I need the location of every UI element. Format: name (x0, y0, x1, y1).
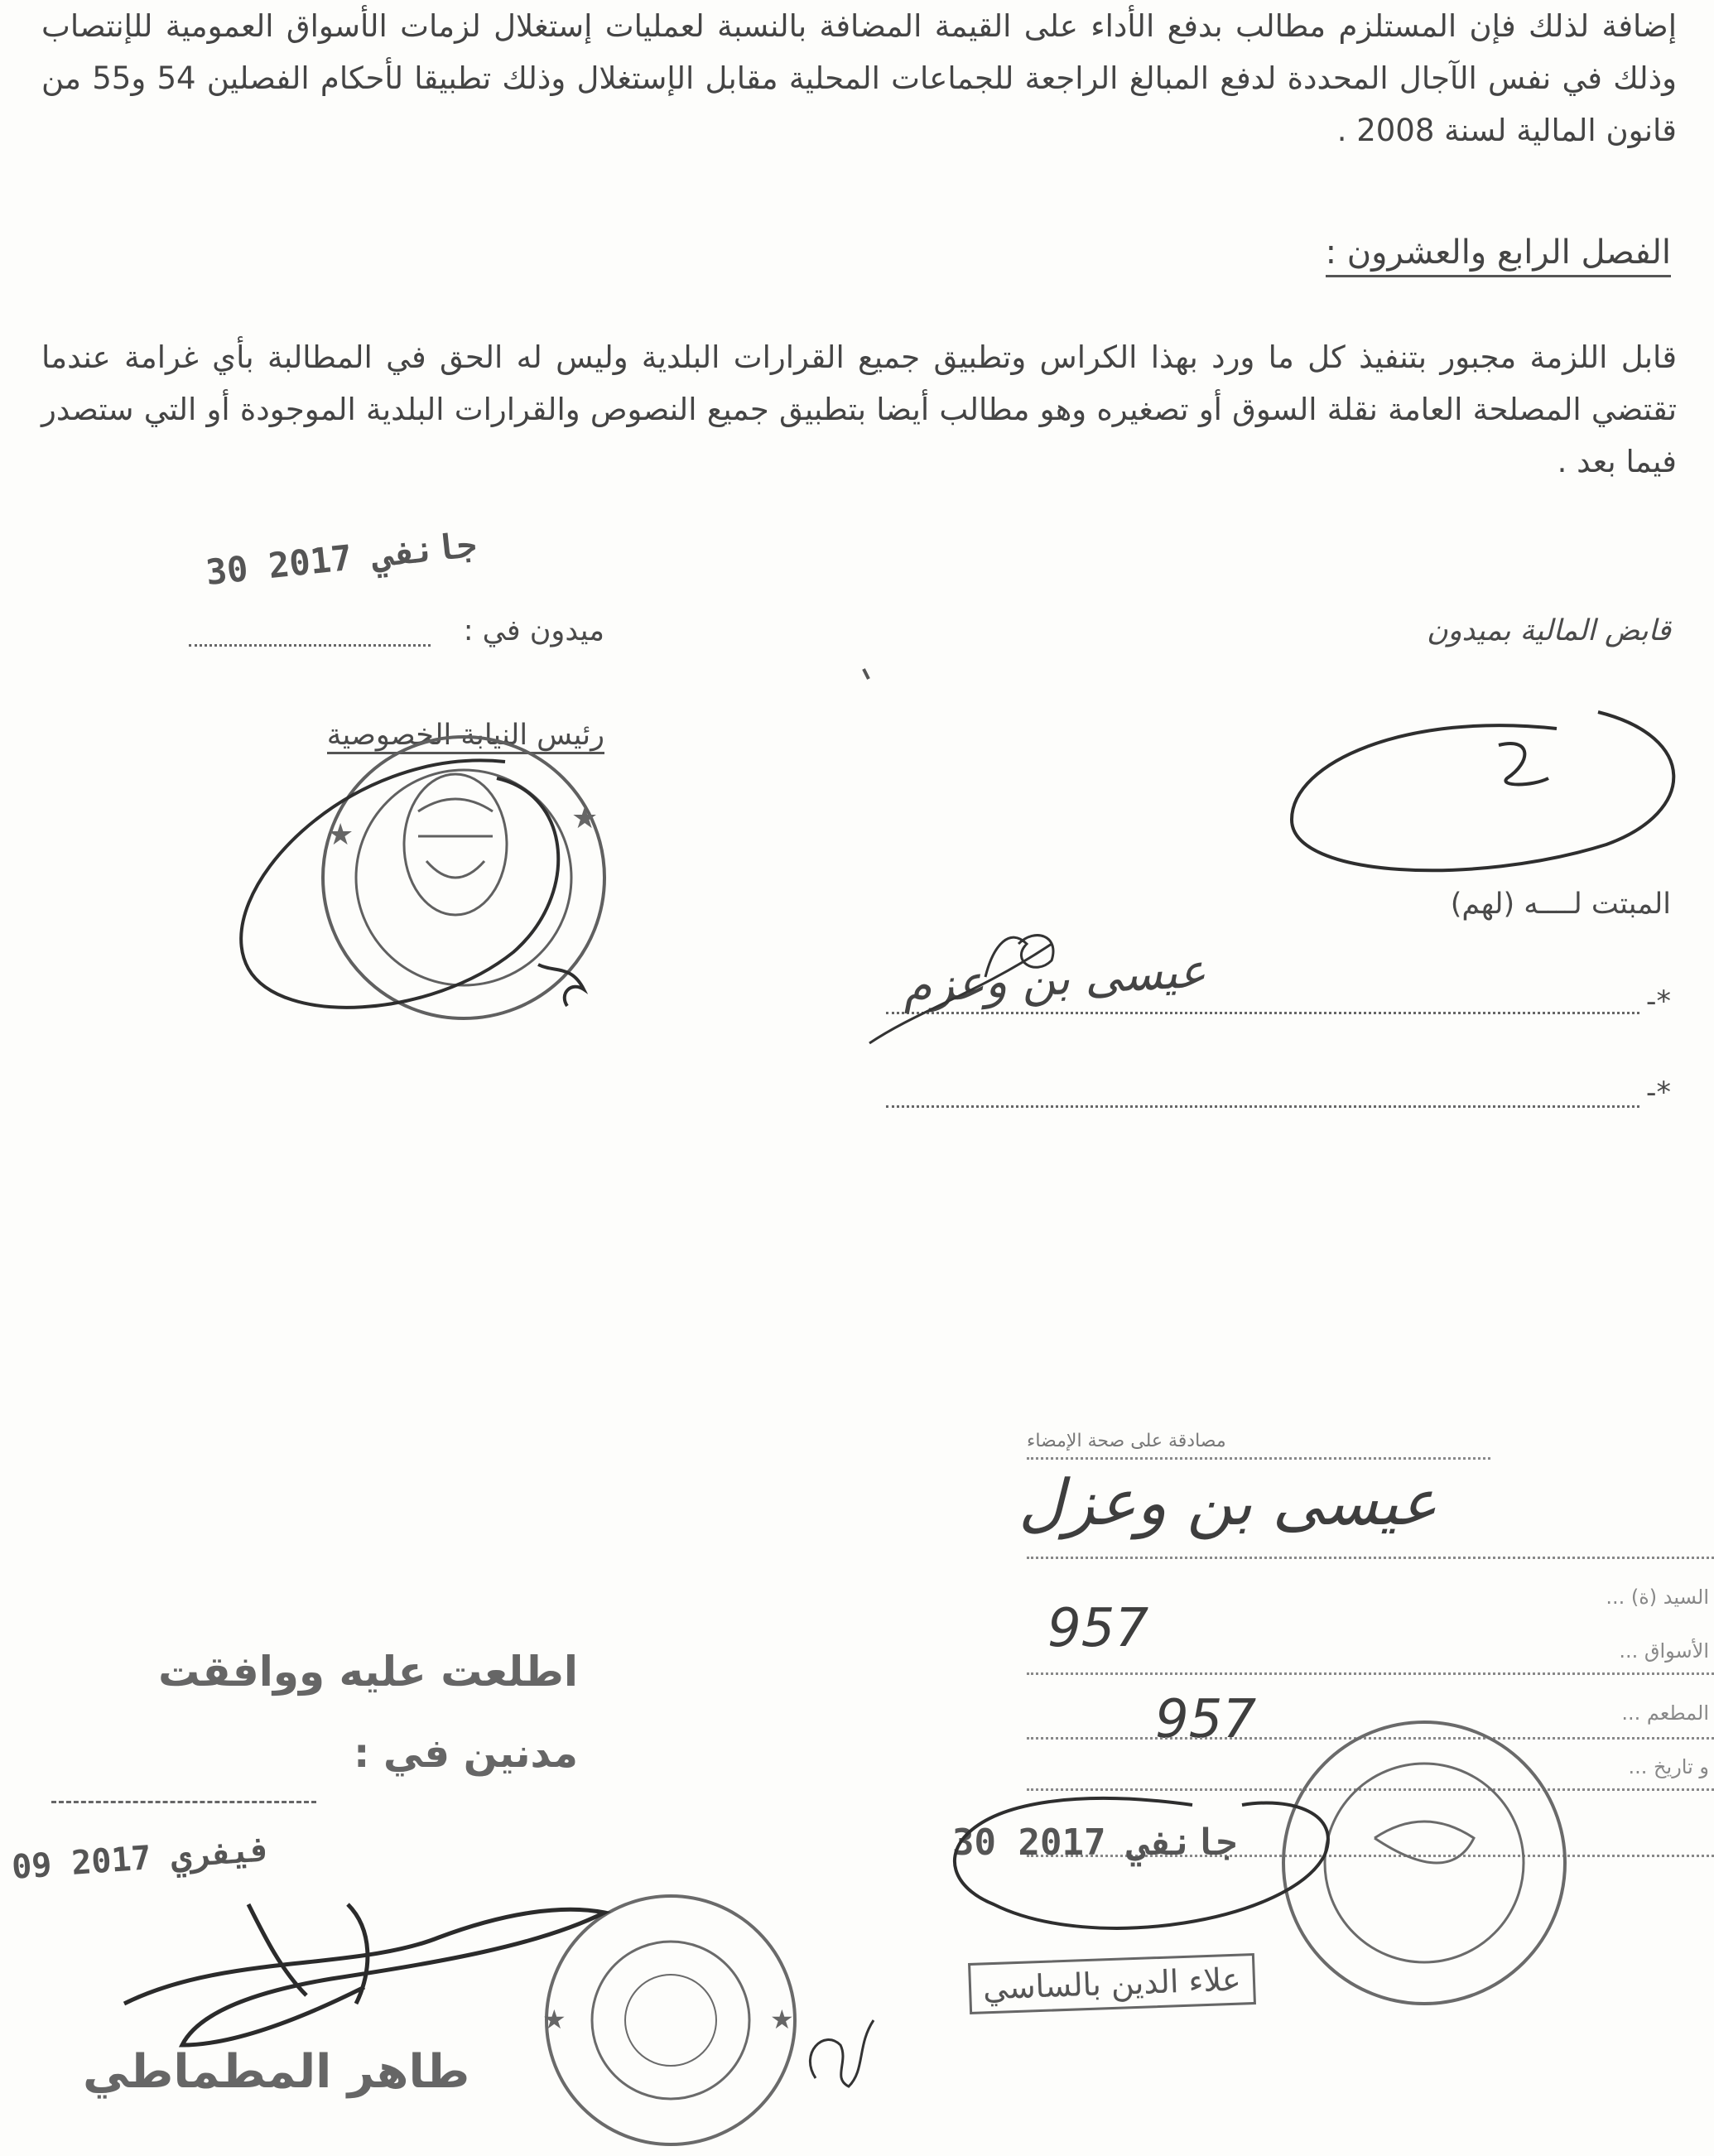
faint-line-2: الأسواق ... (1619, 1639, 1709, 1663)
faint-line-4: و تاريخ ... (1628, 1755, 1709, 1778)
date-stamp-left: 30 جانفي 2017 (204, 523, 479, 594)
chapter-24-heading: الفصل الرابع والعشرون : (1326, 233, 1671, 277)
svg-text:★: ★ (571, 801, 599, 835)
official-name-stamp: علاء الدين بالساسي (968, 1953, 1256, 2014)
treasurer-title: قابض المالية بميدون (1426, 614, 1671, 647)
register-number-2: 957 (1155, 1689, 1257, 1750)
svg-text:★: ★ (542, 2004, 566, 2035)
svg-text:★: ★ (327, 818, 354, 852)
signatory-scribble (869, 936, 1053, 1043)
svg-text:★: ★ (770, 2004, 794, 2035)
bullet-1: *- (1645, 985, 1671, 1018)
flourish-mark (810, 2020, 874, 2086)
faint-line-3: المطعم ... (1621, 1701, 1709, 1725)
governor-signature-name: طاهر المطماطي (83, 2045, 470, 2099)
bullet-2: *- (1645, 1076, 1671, 1109)
municipal-seal-stamp (323, 737, 604, 1018)
approval-text: اطلعت عليه ووافقت (158, 1648, 578, 1696)
handwritten-signatory-name: عيسى بن وعزم (901, 944, 1208, 1014)
certified-name-handwritten: عيسى بن وعزل (1018, 1465, 1437, 1539)
register-number-1: 957 (1047, 1598, 1149, 1659)
paragraph-obligations: قابل اللزمة مجبور بتنفيذ كل ما ورد بهذا الكراس وتطبيق جميع القرارات البلدية وليس له الحق في المطالبة بأي غرامة عندما تقتضي المصلحة العامة نقلة السوق أو تصغيره وهو مطالب أيضا بتطبيق جميع النصوص والقرارات البلدية الموجودة أو التي ستصدر فيما بعد . (41, 339, 1677, 479)
faint-line-1: السيد (ة) ... (1606, 1586, 1709, 1609)
date-stamp-bottom-left: 09 فيفري 2017 (10, 1831, 272, 1887)
medenine-place-label: مدنين في : (354, 1730, 578, 1777)
date-stamp-bottom-right: 30 جانفي 2017 (952, 1822, 1238, 1864)
certification-header: مصادقة على صحة الإمضاء (1027, 1431, 1226, 1451)
municipal-president-title: رئيس النيابة الخصوصية (327, 719, 604, 754)
governor-signature (124, 1904, 604, 2045)
certifier-signature (955, 1798, 1328, 1928)
paragraph-vat: إضافة لذلك فإن المستلزم مطالب بدفع الأداء على القيمة المضافة بالنسبة لعمليات إستغلال لزمات الأسواق العمومية للإنتصاب وذلك في نفس الآجال المحددة لدفع المبالغ الراجعة للجماعات المحلية مقابل الإستغلال وذلك تطبيقا لأحكام الفصلين 54 و55 من قانون المالية لسنة 2008 . (41, 8, 1678, 148)
certification-seal (1283, 1722, 1565, 2004)
treasurer-signature (1292, 712, 1673, 870)
signatories-label: المبتت لــــه (لهم) (1450, 888, 1671, 921)
place-label-left: ميدون في : (463, 614, 604, 647)
ministry-interior-seal (542, 1896, 795, 2144)
pen-mark (864, 669, 869, 679)
